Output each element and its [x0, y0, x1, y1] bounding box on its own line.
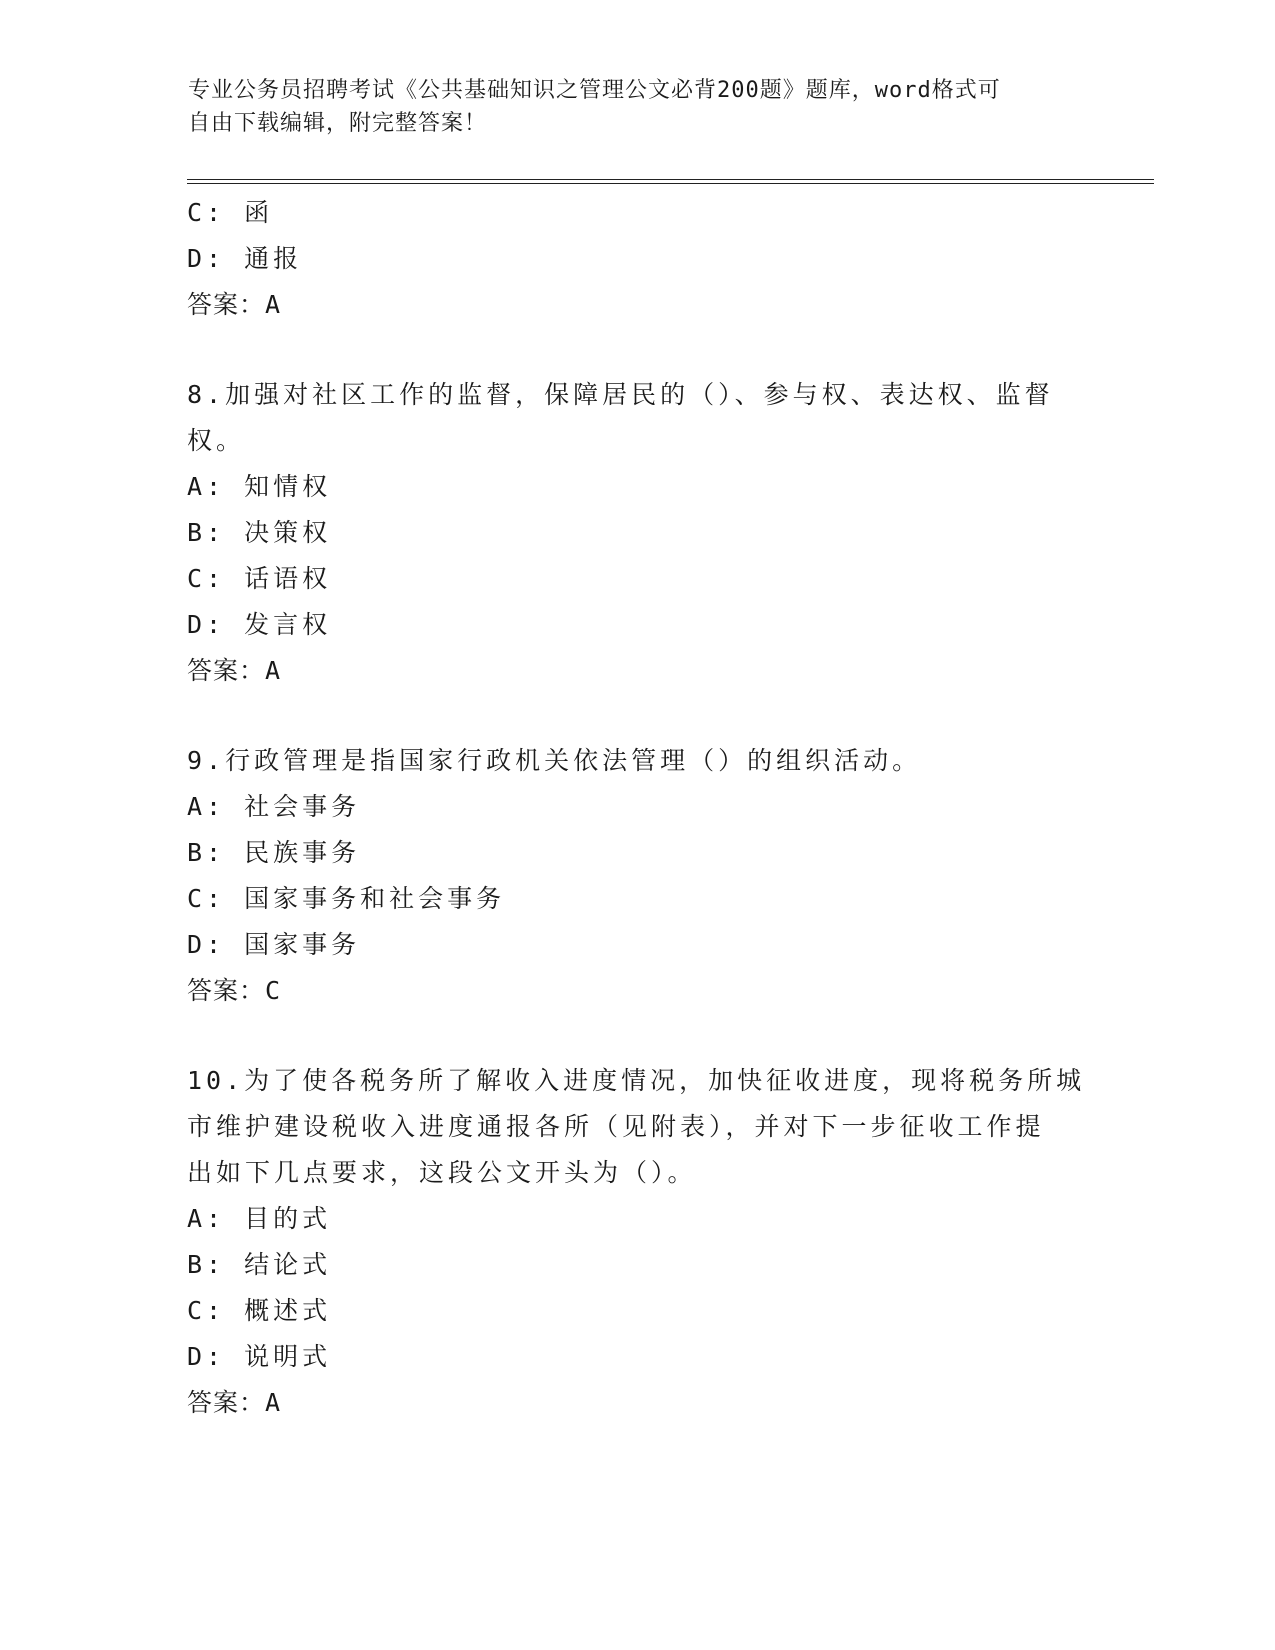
question-stem-line: 8.加强对社区工作的监督，保障居民的（）、参与权、表达权、监督	[187, 380, 1054, 409]
answer-label: 答案：	[187, 976, 266, 1005]
option-d	[187, 602, 1087, 648]
option-b	[187, 1242, 1087, 1288]
question-8	[187, 372, 1087, 694]
option-text: 通报	[244, 244, 303, 273]
option-d	[187, 236, 1087, 282]
option-c	[187, 190, 1087, 236]
answer-label: 答案：	[187, 290, 266, 319]
option-text: 话语权	[244, 564, 332, 593]
page-header	[188, 74, 1068, 140]
question-stem-line: 10.为了使各税务所了解收入进度情况，加快征收进度，现将税务所城	[187, 1066, 1086, 1095]
question-stem-line: 市维护建设税收入进度通报各所（见附表），并对下一步征收工作提	[187, 1112, 1045, 1141]
option-b	[187, 830, 1087, 876]
option-label: C:	[187, 1296, 226, 1325]
question-stem-line: 出如下几点要求，这段公文开头为（）。	[187, 1158, 697, 1187]
option-a	[187, 464, 1087, 510]
option-d	[187, 922, 1087, 968]
answer-value: A	[265, 656, 282, 685]
option-text: 目的式	[244, 1204, 332, 1233]
answer-line	[187, 968, 1087, 1014]
option-label: C:	[187, 884, 226, 913]
option-d	[187, 1334, 1087, 1380]
option-a	[187, 1196, 1087, 1242]
option-text: 函	[244, 198, 274, 227]
option-b	[187, 510, 1087, 556]
option-text: 国家事务和社会事务	[244, 884, 506, 913]
question-stem-line: 9.行政管理是指国家行政机关依法管理（）的组织活动。	[187, 746, 922, 775]
option-c	[187, 556, 1087, 602]
option-label: C:	[187, 564, 226, 593]
question-10	[187, 1058, 1087, 1426]
option-label: A:	[187, 792, 226, 821]
header-line-2: 自由下载编辑，附完整答案！	[188, 111, 488, 136]
option-label: C:	[187, 198, 226, 227]
option-a	[187, 784, 1087, 830]
option-c	[187, 876, 1087, 922]
question-continued	[187, 190, 1087, 328]
option-label: D:	[187, 1342, 226, 1371]
option-text: 民族事务	[244, 838, 361, 867]
option-text: 概述式	[244, 1296, 332, 1325]
option-text: 知情权	[244, 472, 332, 501]
header-divider-bottom	[187, 183, 1154, 184]
answer-line	[187, 648, 1087, 694]
header-divider-top	[187, 179, 1154, 180]
option-text: 社会事务	[244, 792, 361, 821]
answer-value: A	[265, 1388, 282, 1417]
answer-label: 答案：	[187, 656, 266, 685]
option-label: B:	[187, 838, 226, 867]
option-label: D:	[187, 610, 226, 639]
header-line-1: 专业公务员招聘考试《公共基础知识之管理公文必背200题》题库，word格式可	[188, 78, 1001, 103]
option-c	[187, 1288, 1087, 1334]
answer-value: C	[265, 976, 282, 1005]
option-label: A:	[187, 472, 226, 501]
question-list	[187, 190, 1087, 1426]
option-text: 国家事务	[244, 930, 361, 959]
answer-line	[187, 1380, 1087, 1426]
option-label: B:	[187, 518, 226, 547]
answer-value: A	[265, 290, 282, 319]
answer-label: 答案：	[187, 1388, 266, 1417]
question-stem-line: 权。	[187, 426, 246, 455]
question-9	[187, 738, 1087, 1014]
answer-line	[187, 282, 1087, 328]
option-text: 结论式	[244, 1250, 332, 1279]
option-label: B:	[187, 1250, 226, 1279]
option-label: D:	[187, 930, 226, 959]
option-text: 发言权	[244, 610, 332, 639]
option-text: 说明式	[244, 1342, 332, 1371]
option-text: 决策权	[244, 518, 332, 547]
option-label: A:	[187, 1204, 226, 1233]
option-label: D:	[187, 244, 226, 273]
